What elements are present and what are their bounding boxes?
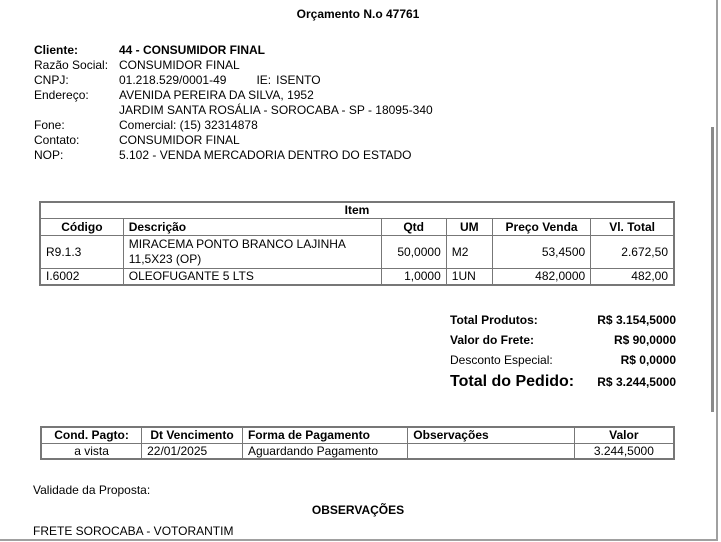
endereco-value-2: JARDIM SANTA ROSÁLIA - SOROCABA - SP - 18095-340 [119, 103, 433, 117]
fone-value: Comercial: (15) 32314878 [119, 118, 258, 132]
ie-value: ISENTO [276, 73, 321, 87]
cell-um: 1UN [446, 268, 492, 285]
observacoes-text: FRETE SOROCABA - VOTORANTIM [33, 524, 234, 538]
fone-row [34, 118, 433, 133]
col-header-cond-pagto: Cond. Pagto: [41, 427, 142, 443]
client-value: 44 - CONSUMIDOR FINAL [119, 43, 266, 57]
table-row [40, 235, 674, 268]
client-info [34, 43, 433, 163]
table-row [41, 443, 674, 459]
items-header-row [40, 218, 674, 235]
items-table [39, 201, 675, 286]
total-produtos-label: Total Produtos: [450, 313, 538, 327]
col-header-um: UM [446, 218, 492, 235]
valor-frete-value: R$ 90,0000 [613, 333, 676, 347]
total-produtos-value: R$ 3.154,5000 [597, 313, 676, 327]
endereco-row-2 [34, 103, 433, 118]
scrollbar-thumb[interactable] [711, 127, 714, 412]
cell-codigo: R9.1.3 [40, 235, 123, 268]
totals-block [450, 313, 676, 395]
nop-row [34, 148, 433, 163]
total-produtos-row [450, 313, 676, 333]
payment-header-row [41, 427, 674, 443]
col-header-total: Vl. Total [591, 218, 674, 235]
cell-descricao-line1: MIRACEMA PONTO BRANCO LAJINHA [128, 236, 346, 251]
contato-value: CONSUMIDOR FINAL [119, 133, 240, 147]
col-header-vencimento: Dt Vencimento [142, 427, 243, 443]
col-header-valor: Valor [574, 427, 674, 443]
cell-total: 482,00 [591, 268, 674, 285]
cell-observacoes [408, 443, 574, 459]
cell-um: M2 [446, 235, 492, 268]
cell-qtd: 50,0000 [381, 235, 446, 268]
cnpj-label: CNPJ: [34, 73, 69, 87]
items-table-title: Item [40, 202, 674, 218]
col-header-qtd: Qtd [381, 218, 446, 235]
cell-valor: 3.244,5000 [574, 443, 674, 459]
cell-preco: 482,0000 [492, 268, 590, 285]
nop-label: NOP: [34, 148, 64, 162]
razao-social-row [34, 58, 433, 73]
endereco-label: Endereço: [34, 88, 89, 102]
table-row [40, 268, 674, 285]
col-header-preco: Preço Venda [492, 218, 590, 235]
client-label: Cliente: [34, 43, 79, 57]
desconto-value: R$ 0,0000 [620, 353, 676, 367]
contato-row [34, 133, 433, 148]
page-right-border [716, 0, 718, 541]
col-header-observacoes: Observações [408, 427, 574, 443]
cell-codigo: I.6002 [40, 268, 123, 285]
cell-preco: 53,4500 [492, 235, 590, 268]
valor-frete-row [450, 333, 676, 353]
document-title: Orçamento N.o 47761 [296, 7, 420, 21]
col-header-descricao: Descrição [123, 218, 381, 235]
cnpj-value: 01.218.529/0001-49 [119, 73, 227, 87]
cell-descricao [123, 235, 381, 268]
col-header-forma: Forma de Pagamento [242, 427, 407, 443]
cell-total: 2.672,50 [591, 235, 674, 268]
ie-label: IE: [256, 73, 272, 87]
cnpj-row [34, 73, 433, 88]
cell-descricao-line2: 11,5X23 (OP) [128, 251, 202, 266]
fone-label: Fone: [34, 118, 65, 132]
cell-forma: Aguardando Pagamento [242, 443, 407, 459]
total-pedido-label: Total do Pedido: [450, 373, 575, 390]
client-row [34, 43, 433, 58]
endereco-row [34, 88, 433, 103]
razao-social-label: Razão Social: [34, 58, 109, 72]
total-pedido-value: R$ 3.244,5000 [597, 375, 676, 389]
cell-vencimento: 22/01/2025 [142, 443, 243, 459]
valor-frete-label: Valor do Frete: [450, 333, 535, 347]
endereco-value: AVENIDA PEREIRA DA SILVA, 1952 [119, 88, 314, 102]
endereco-label-2 [34, 103, 119, 118]
validade-label: Validade da Proposta: [33, 483, 151, 497]
total-pedido-row [450, 373, 676, 395]
payment-table [40, 426, 675, 460]
desconto-label: Desconto Especial: [450, 353, 553, 367]
col-header-codigo: Código [40, 218, 123, 235]
page-bottom-border [0, 539, 718, 541]
contato-label: Contato: [34, 133, 80, 147]
cell-qtd: 1,0000 [381, 268, 446, 285]
observacoes-title: OBSERVAÇÕES [311, 503, 405, 517]
cell-cond-pagto: a vista [41, 443, 142, 459]
nop-value: 5.102 - VENDA MERCADORIA DENTRO DO ESTADO [119, 148, 412, 162]
cell-descricao: OLEOFUGANTE 5 LTS [123, 268, 381, 285]
razao-social-value: CONSUMIDOR FINAL [119, 58, 240, 72]
desconto-row [450, 353, 676, 373]
